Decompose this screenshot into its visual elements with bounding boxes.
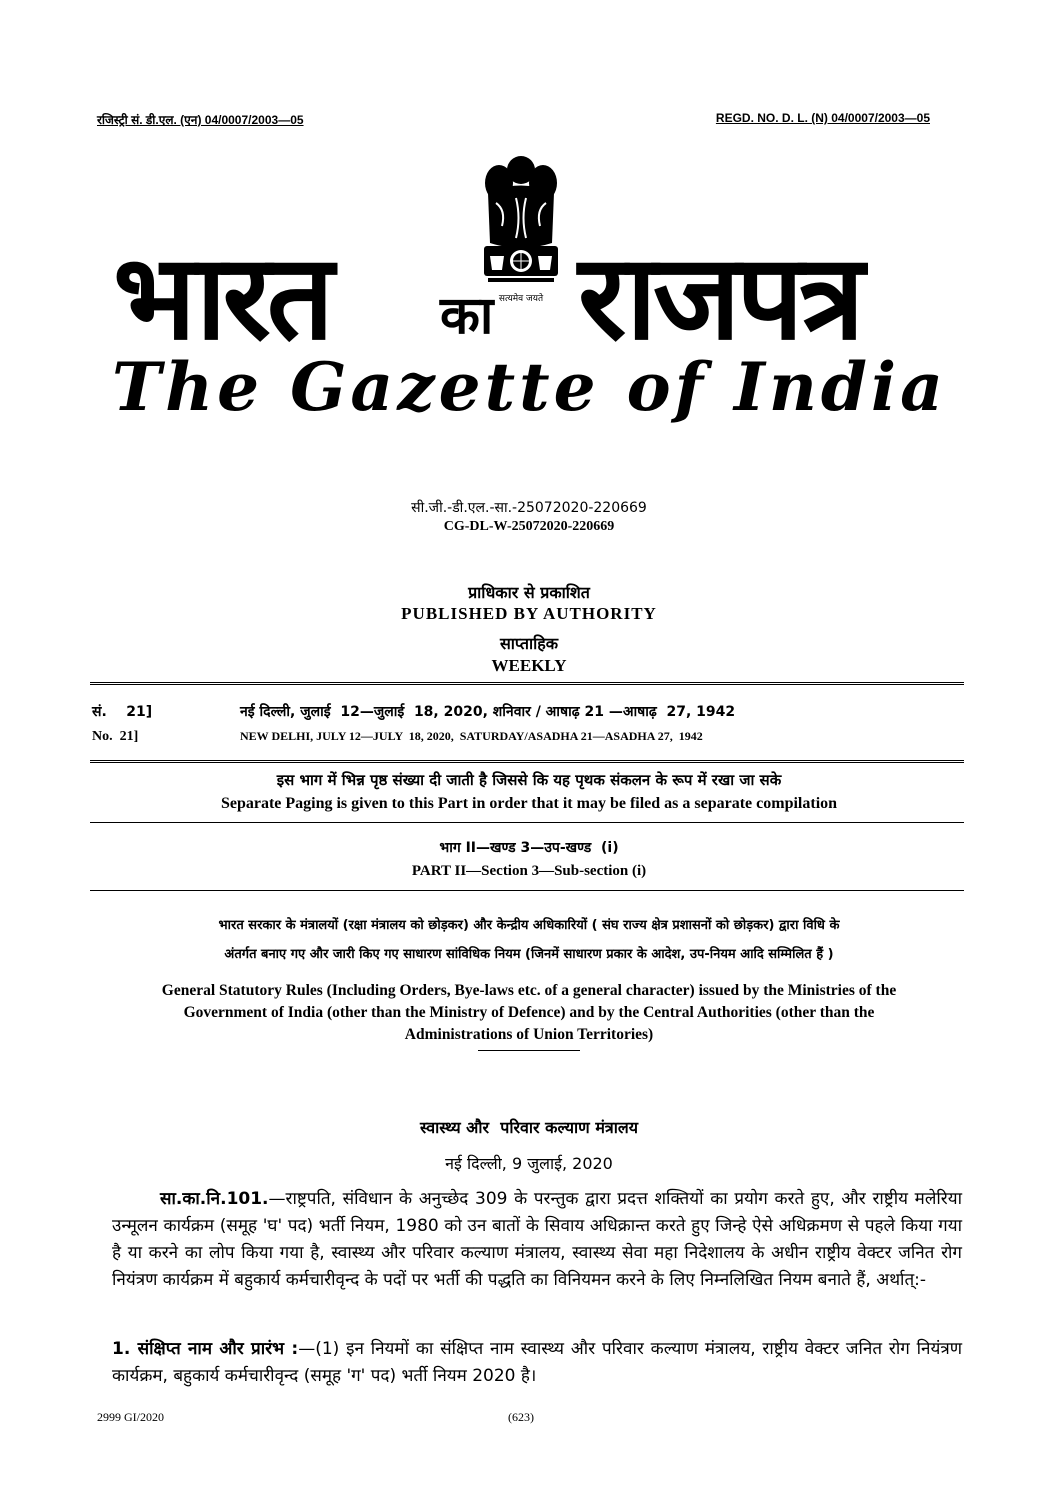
rule-paging (90, 822, 964, 823)
rule-1-heading: 1. संक्षिप्त नाम और प्रारंभ : (112, 1339, 299, 1359)
rules-desc-english-line2: Government of India (other than the Ministry of Defence) and by the Central Authorities (other than the (183, 1004, 875, 1021)
rule-1-body: —(1) इन नियमों का संक्षिप्त नाम स्वास्थ्य और परिवार कल्याण मंत्रालय, राष्ट्रीय वेक्टर जनित रोग नियंत्रण कार्यक्रम, बहुकार्य कर्मचारीवृन्द (समूह 'ग' पद) भर्ती नियम 2020 है। (112, 1339, 963, 1386)
lion-capital-icon (466, 148, 576, 308)
short-divider (478, 1050, 580, 1051)
cg-code-english: CG-DL-W-25072020-220669 (443, 519, 615, 534)
footer-page-number: (623) (508, 1410, 534, 1424)
regd-number-english: REGD. NO. D. L. (N) 04/0007/2003—05 (715, 111, 930, 125)
weekly-english: WEEKLY (491, 656, 567, 675)
cg-code-hindi: सी.जी.-डी.एल.-सा.-25072020-220669 (411, 500, 647, 516)
issue-date-english: NEW DELHI, JULY 12—JULY 18, 2020, SATURDAY/ASADHA 21—ASADHA 27, 1942 (240, 729, 703, 743)
rules-desc-hindi-line2: अंतर्गत बनाए गए और जारी किए गए साधारण सांविधिक नियम (जिनमें साधारण प्रकार के आदेश, उप-नियम आदि सम्मिलित हैं ) (224, 947, 834, 962)
rule-part (90, 890, 964, 891)
notification-paragraph (112, 1186, 962, 1294)
rule-top-issue (90, 682, 964, 685)
regd-number-hindi: रजिस्ट्री सं. डी.एल. (एन) 04/0007/2003—05 (97, 113, 304, 127)
published-by-authority-hindi: प्राधिकार से प्रकाशित (468, 583, 590, 602)
published-by-authority-english: PUBLISHED BY AUTHORITY (401, 604, 657, 623)
issue-number-english: No. 21] (92, 729, 139, 744)
notification-reference: सा.का.नि.101. (160, 1189, 269, 1209)
masthead-hindi-rajpatra: राजपत्र (578, 228, 861, 366)
rules-desc-english-line1: General Statutory Rules (Including Orders, Bye-laws etc. of a general character) issued by the Ministries of the (161, 982, 897, 999)
footer-gi-code: 2999 GI/2020 (97, 1410, 164, 1424)
issue-date-hindi: नई दिल्ली, जुलाई 12—जुलाई 18, 2020, शनिवार / आषाढ़ 21 —आषाढ़ 27, 1942 (240, 704, 736, 720)
masthead-hindi-ka: का (440, 286, 494, 346)
rule-1-paragraph (112, 1336, 962, 1390)
national-emblem (466, 148, 576, 308)
ministry-dateline: नई दिल्ली, 9 जुलाई, 2020 (445, 1154, 613, 1173)
part-english: PART II—Section 3—Sub-section (i) (411, 863, 647, 879)
rule-bottom-issue (90, 760, 964, 763)
masthead-hindi-bharat: भारत (113, 228, 331, 366)
notification-body: —राष्ट्रपति, संविधान के अनुच्छेद 309 के परन्तुक द्वारा प्रदत्त शक्तियों का प्रयोग करते हुए, और राष्ट्रीय मलेरिया उन्मूलन कार्यक्रम (समूह 'घ' पद) भर्ती नियम, 1980 को उन बातों के सिवाय अधिक्रान्त करते हुए जिन्हे ऐसे अधिक्रमण से पहले किया गया है या करने का लोप किया गया है, स्वास्थ्य और परिवार कल्याण मंत्रालय, स्वास्थ्य सेवा महा निदेशालय के अधीन राष्ट्रीय वेक्टर जनित रोग नियंत्रण कार्यक्रम में बहुकार्य कर्मचारीवृन्द के पदों पर भर्ती की पद्धति का विनियमन करने के लिए निम्नलिखित नियम बनाते हैं, अर्थात्:- (112, 1189, 962, 1290)
masthead-english-title: The Gazette of India (112, 348, 947, 426)
issue-number-hindi: सं. 21] (92, 704, 153, 720)
rules-desc-english-line3: Administrations of Union Territories) (404, 1026, 654, 1043)
separate-paging-hindi: इस भाग में भिन्न पृष्ठ संख्या दी जाती है जिससे कि यह पृथक संकलन के रूप में रखा जा सके (276, 771, 782, 789)
separate-paging-english: Separate Paging is given to this Part in order that it may be filed as a separate compilation (220, 795, 838, 812)
emblem-motto: सत्यमेव जयते (498, 294, 544, 304)
ministry-name: स्वास्थ्य और परिवार कल्याण मंत्रालय (419, 1118, 638, 1137)
weekly-hindi: साप्ताहिक (499, 634, 559, 653)
rules-desc-hindi-line1: भारत सरकार के मंत्रालयों (रक्षा मंत्रालय को छोड़कर) और केन्द्रीय अधिकारियों ( संघ राज्य क्षेत्र प्रशासनों को छोड़कर) द्वारा विधि के (218, 918, 840, 933)
part-hindi: भाग II—खण्ड 3—उप-खण्ड (i) (439, 840, 619, 856)
